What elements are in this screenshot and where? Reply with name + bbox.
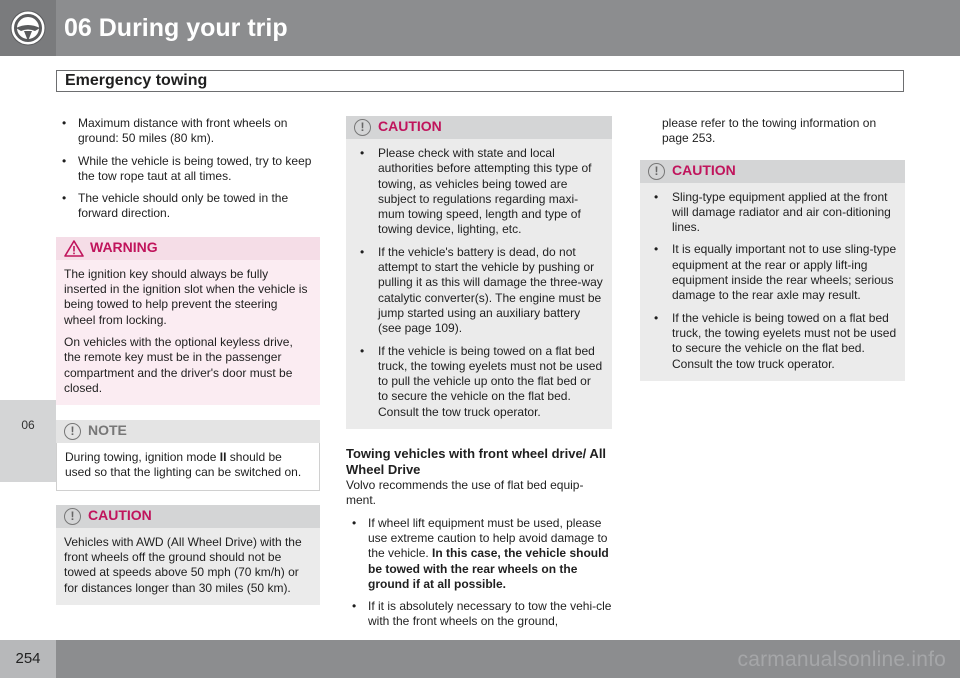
page-number: 254: [15, 650, 41, 667]
caution-body: [56, 528, 320, 605]
list-item: • Please check with state and local authorities before attempting this type of towing, as vehicles being towed are subject to regulations regarding maxi-mum towing speed, length and type of towing device, lighting, etc.: [354, 146, 604, 238]
list-item: • The vehicle should only be towed in the forward direction.: [56, 191, 320, 222]
caution-text: Vehicles with AWD (All Wheel Drive) with the front wheels off the ground should not be towed at speeds above 50 mph (70 km/h) or for distances longer than 30 miles (50 km).: [64, 534, 302, 595]
warning-triangle-icon: [64, 240, 84, 257]
section-title: Emergency towing: [65, 72, 208, 89]
caution-box-awd: [56, 505, 320, 605]
header-logo-block: [0, 0, 56, 56]
caution-title: CAUTION: [672, 161, 736, 178]
caution-body: [640, 183, 905, 381]
warning-title: WARNING: [90, 238, 158, 255]
warning-box: [56, 237, 320, 405]
caution-list: [354, 146, 604, 420]
column-2: [346, 116, 612, 637]
chapter-tab: [0, 400, 56, 482]
chapter-tab-label: 06: [21, 418, 35, 432]
intro-paragraph: Volvo recommends the use of flat bed equip-ment.: [346, 478, 584, 508]
list-item: • If the vehicle's battery is dead, do not attempt to start the vehicle by pushing or pulling it as this will damage the three-way catalytic converter(s). The engine must be jump started using an auxiliary battery (see page 109).: [354, 245, 604, 337]
column-3: [640, 116, 905, 381]
list-item: • Maximum distance with front wheels on ground: 50 miles (80 km).: [56, 116, 320, 147]
note-title: NOTE: [88, 422, 127, 439]
caution-box-sling: [640, 160, 905, 381]
warning-header: [56, 237, 320, 260]
ignition-mode-label: II: [219, 450, 227, 465]
caution-list: [648, 190, 897, 372]
section-title-bar: [56, 70, 904, 92]
steering-wheel-icon: [9, 9, 47, 47]
side-column: [0, 56, 56, 640]
caution-title: CAUTION: [378, 118, 442, 134]
column-1: [56, 116, 320, 605]
note-body: [56, 443, 320, 491]
caution-header: [346, 116, 612, 139]
warning-body: [56, 260, 320, 405]
list-item-emphasis: In this case, the vehicle should be towed with the rear wheels on the ground if at all possible.: [368, 546, 609, 591]
exclamation-circle-icon: !: [64, 508, 81, 525]
list-item-text: If wheel lift equipment must be used, please use extreme caution to help avoid damage to the vehicle.: [368, 515, 608, 561]
caution-box-state-rules: [346, 116, 612, 429]
continuation-paragraph: please refer to the towing information on page 253.: [662, 116, 877, 146]
warning-paragraph: The ignition key should always be fully inserted in the ignition slot when the vehicle is being towed to help prevent the steering wheel from locking.: [64, 266, 308, 327]
exclamation-circle-icon: !: [354, 119, 371, 136]
note-text-part: During towing, ignition mode: [65, 450, 220, 465]
list-item: • If it is absolutely necessary to tow the vehi-cle with the front wheels on the ground,: [346, 599, 612, 630]
chapter-title: 06 During your trip: [64, 14, 288, 42]
exclamation-circle-icon: !: [64, 423, 81, 440]
note-text: [65, 450, 311, 481]
warning-paragraph: On vehicles with the optional keyless drive, the remote key must be in the passenger compartment and the driver's door must be closed.: [64, 334, 293, 395]
list-item: • Sling-type equipment applied at the front will damage radiator and air con-ditioning lines.: [648, 190, 897, 236]
caution-title: CAUTION: [88, 506, 152, 523]
list-item: [346, 516, 612, 592]
subheading: Towing vehicles with front wheel drive/ All Wheel Drive: [346, 446, 607, 478]
list-item: • It is equally important not to use sling-type equipment at the rear or apply lift-ing equipment inside the rear wheels; serious damage to the rear axle may result.: [648, 242, 897, 303]
list-item: • If the vehicle is being towed on a flat bed truck, the towing eyelets must not be used to pull the vehicle up onto the flat bed or to secure the vehicle on the flat bed. Consult the tow truck operator.: [354, 344, 604, 420]
exclamation-circle-icon: !: [648, 163, 665, 180]
note-header: [56, 420, 320, 443]
note-box: [56, 420, 320, 491]
note-text-part: should be used so that the lighting can be switched on.: [65, 450, 302, 480]
watermark: carmanualsonline.info: [737, 648, 946, 671]
caution-header: [640, 160, 905, 183]
list-item: • If the vehicle is being towed on a flat bed truck, the towing eyelets must not be used to secure the vehicle on the flat bed. Consult the tow truck operator.: [648, 311, 897, 372]
towing-method-list: [346, 516, 612, 630]
caution-body: [346, 139, 612, 429]
caution-header: [56, 505, 320, 528]
towing-rules-list: [56, 116, 320, 222]
list-item: • While the vehicle is being towed, try to keep the tow rope taut at all times.: [56, 154, 320, 185]
